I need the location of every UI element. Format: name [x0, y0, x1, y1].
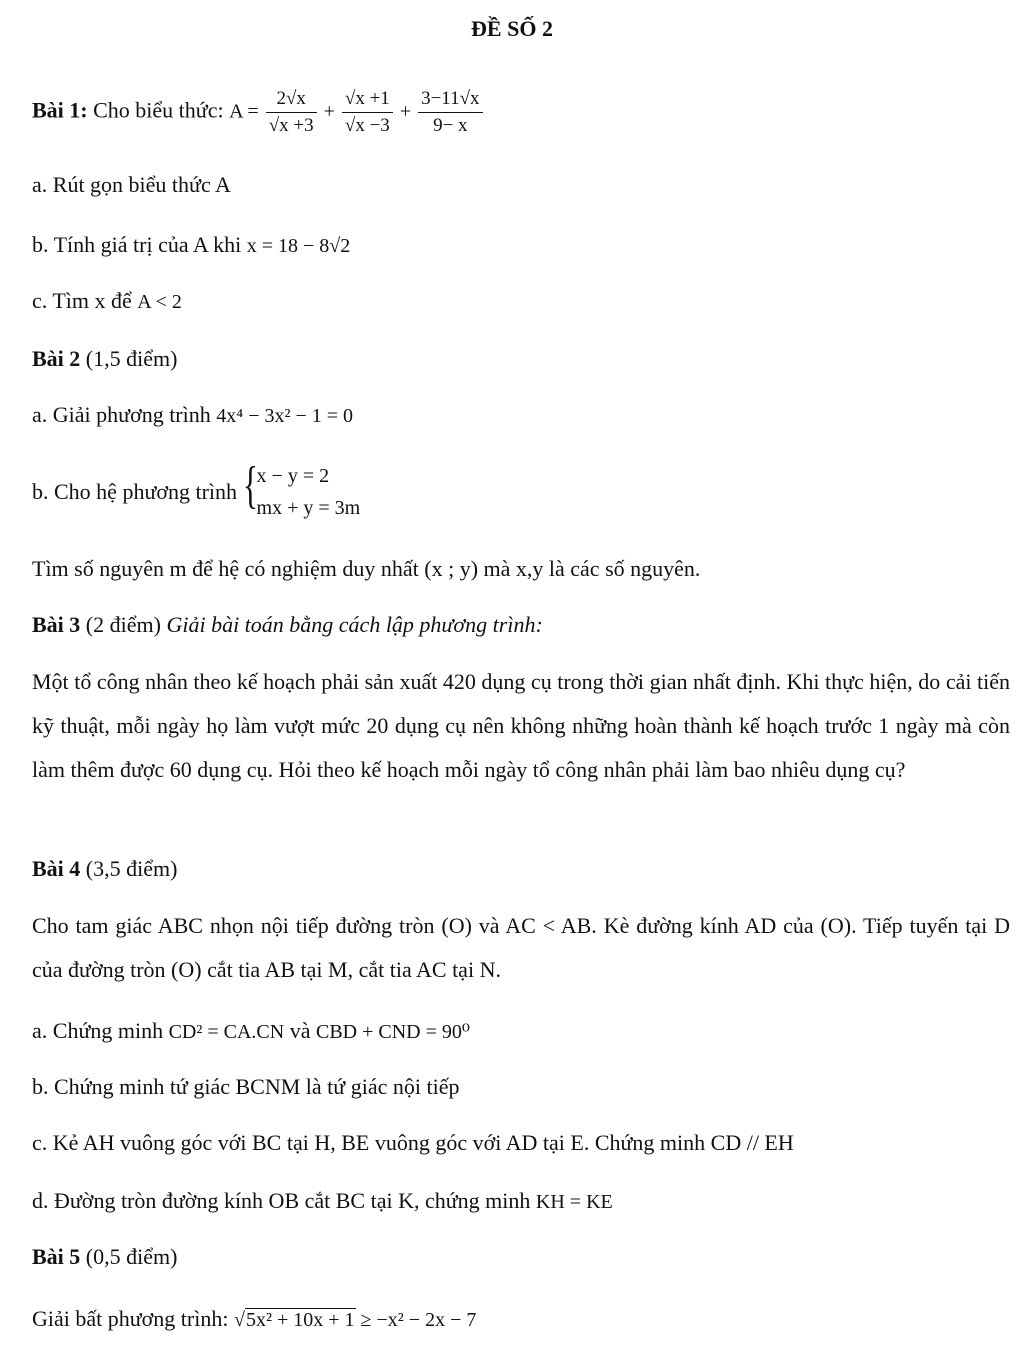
bai1-intro: Cho biểu thức:	[87, 97, 230, 123]
bai1-part-a: a. Rút gọn biểu thức A	[32, 172, 231, 197]
bai4-part-d	[32, 1188, 613, 1214]
bai1-f2-den: √x −3	[344, 115, 390, 136]
bai5-sqrt	[234, 1309, 356, 1332]
bai2-followup: Tìm số nguyên m để hệ có nghiệm duy nhất (x ; y) mà x,y là các số nguyên.	[32, 556, 701, 581]
bai4-a-text: a. Chứng minh	[32, 1018, 169, 1043]
bai1-f1-den: √x +3	[268, 115, 314, 136]
bai1-statement	[32, 88, 485, 137]
bai4-a-and: và	[284, 1018, 316, 1043]
bai5-text: Giải bất phương trình:	[32, 1306, 234, 1331]
bai1-f1-num: 2√x	[266, 88, 317, 113]
bai1-fraction-3	[418, 88, 482, 137]
bai2-heading	[32, 346, 177, 372]
bai2-a-math: 4x⁴ − 3x² − 1 = 0	[216, 405, 354, 427]
bai1-lhs: A =	[229, 100, 264, 123]
bai4-points: (3,5 điểm)	[80, 856, 178, 881]
bai5-statement	[32, 1306, 476, 1332]
bai1-b-text: b. Tính giá trị của A khi	[32, 232, 247, 257]
bai2-points: (1,5 điểm)	[80, 346, 178, 371]
bai4-heading	[32, 856, 177, 882]
bai4-label: Bài 4	[32, 856, 81, 881]
bai1-part-b	[32, 232, 350, 258]
bai1-f3-den: 9− x	[433, 115, 468, 136]
bai1-c-text: c. Tìm x để	[32, 288, 138, 313]
bai1-b-math: x = 18 − 8√2	[246, 235, 351, 257]
bai5-radicand: 5x² + 10x + 1	[245, 1309, 355, 1331]
bai4-part-b: b. Chứng minh tứ giác BCNM là tứ giác nội tiếp	[32, 1074, 460, 1099]
bai3-label: Bài 3	[32, 612, 81, 637]
bai1-plus-2: +	[394, 100, 417, 123]
bai4-a-math-1: CD² = CA.CN	[168, 1021, 285, 1043]
bai1-fraction-2	[342, 88, 393, 137]
bai4-a-math-2: CBD + CND = 90⁰	[315, 1021, 470, 1043]
bai1-f3-num: 3−11√x	[418, 88, 482, 113]
left-brace-icon: {	[242, 457, 258, 514]
bai2-part-b	[32, 457, 361, 524]
page-title: ĐỀ SỐ 2	[471, 16, 553, 41]
bai4-problem: Cho tam giác ABC nhọn nội tiếp đường tròn (O) và AC < AB. Kè đường kính AD của (O). Tiếp tuyến tại D của đường tròn (O) cắt tia AB tại M, cắt tia AC tại N.	[32, 913, 1010, 982]
bai1-part-c	[32, 288, 182, 314]
bai4-d-math: KH = KE	[535, 1191, 613, 1213]
bai5-label: Bài 5	[32, 1244, 81, 1269]
bai2-label: Bài 2	[32, 346, 81, 371]
bai3-problem: Một tổ công nhân theo kế hoạch phải sản xuất 420 dụng cụ trong thời gian nhất định. Khi thực hiện, do cải tiến kỹ thuật, mỗi ngày họ làm vượt mức 20 dụng cụ nên không những hoàn thành kế hoạch trước 1 ngày mà còn làm thêm được 60 dụng cụ. Hỏi theo kế hoạch mỗi ngày tổ công nhân phải làm bao nhiêu dụng cụ?	[32, 669, 1010, 782]
bai3-points: (2 điểm)	[80, 612, 167, 637]
bai3-heading	[32, 612, 543, 638]
bai1-f2-num: √x +1	[342, 88, 393, 113]
bai3-subtitle: Giải bài toán bằng cách lập phương trình:	[166, 612, 543, 637]
system-eq-1: x − y = 2	[256, 465, 330, 487]
bai4-d-text: d. Đường tròn đường kính OB cắt BC tại K, chứng minh	[32, 1188, 536, 1213]
bai1-label: Bài 1:	[32, 97, 88, 123]
bai5-points: (0,5 điểm)	[80, 1244, 178, 1269]
system-eq-2: mx + y = 3m	[256, 497, 361, 519]
bai2-b-text: b. Cho hệ phương trình	[32, 479, 243, 504]
bai5-rhs: ≥ −x² − 2x − 7	[355, 1309, 477, 1331]
sqrt-icon: √	[233, 1309, 245, 1331]
bai4-part-a	[32, 1018, 470, 1044]
bai2-a-text: a. Giải phương trình	[32, 402, 217, 427]
bai2-part-a	[32, 402, 353, 428]
bai5-heading	[32, 1244, 177, 1270]
bai4-part-c: c. Kẻ AH vuông góc với BC tại H, BE vuông góc với AD tại E. Chứng minh CD // EH	[32, 1130, 794, 1155]
bai1-plus-1: +	[318, 100, 340, 123]
bai1-fraction-1	[266, 88, 317, 137]
equation-system	[242, 457, 361, 524]
bai1-c-math: A < 2	[137, 291, 182, 313]
